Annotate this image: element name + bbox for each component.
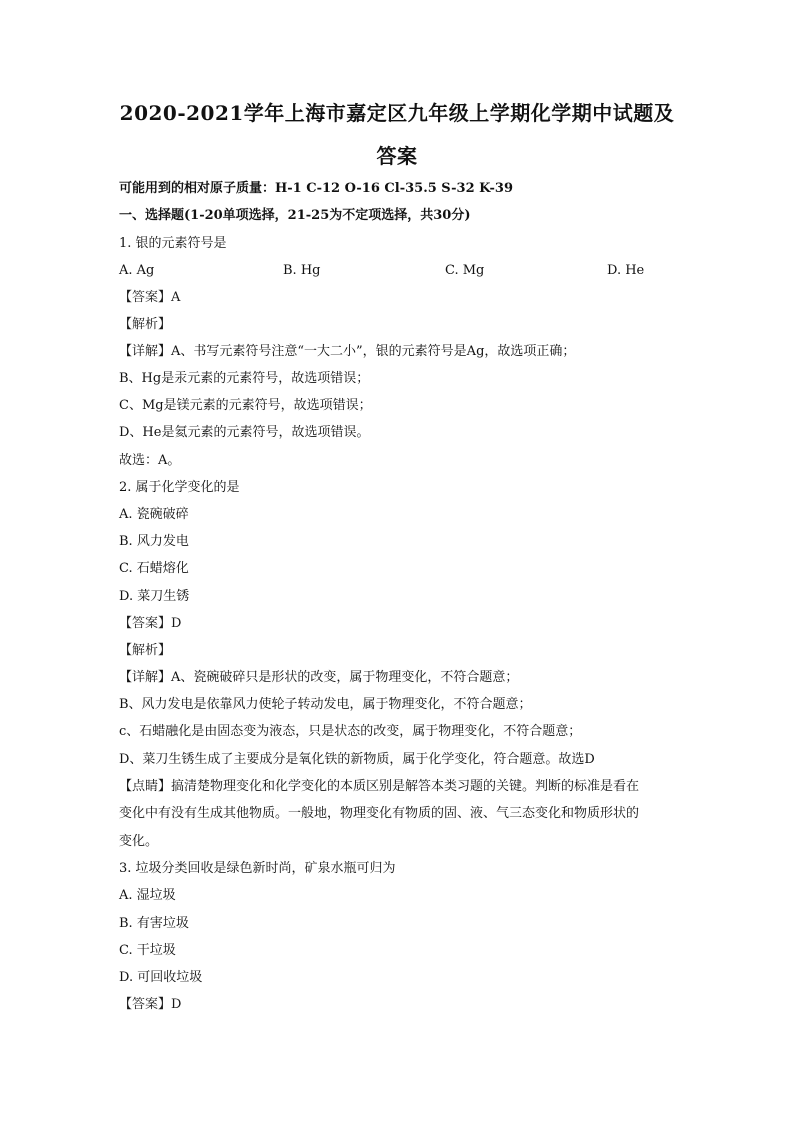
q2-tip-line: 变化中有没有生成其他物质。一般地，物理变化有物质的固、液、气三态变化和物质形状的 [119, 806, 640, 821]
q1-answer: 【答案】A [119, 290, 181, 305]
q1-option-d: D. He [607, 263, 645, 278]
q3-option-d: D. 可回收垃圾 [119, 970, 203, 985]
q2-detail-line: c、石蜡融化是由固态变为液态，只是状态的改变，属于物理变化，不符合题意； [119, 724, 582, 739]
q2-stem: 2. 属于化学变化的是 [119, 480, 240, 495]
document-title-line1: 2020-2021学年上海市嘉定区九年级上学期化学期中试题及 [119, 101, 675, 125]
q2-answer: 【答案】D [119, 616, 182, 631]
q2-option-b: B. 风力发电 [119, 534, 189, 549]
atomic-masses: 可能用到的相对原子质量：H-1 C-12 O-16 Cl-35.5 S-32 K-39 [119, 181, 514, 196]
q1-option-c: C. Mg [445, 263, 485, 278]
q2-detail-line: B、风力发电是依靠风力使轮子转动发电，属于物理变化，不符合题意； [119, 697, 532, 712]
q2-tip-line: 变化。 [119, 834, 159, 849]
q2-detail: 【详解】A、瓷碗破碎只是形状的改变，属于物理变化，不符合题意； [119, 670, 519, 685]
q3-stem: 3. 垃圾分类回收是绿色新时尚，矿泉水瓶可归为 [119, 861, 396, 876]
q1-analysis: 【解析】 [119, 317, 172, 332]
q3-option-c: C. 干垃圾 [119, 943, 176, 958]
q3-answer: 【答案】D [119, 997, 182, 1012]
q1-detail-line: C、Mg是镁元素的元素符号，故选项错误； [119, 398, 372, 413]
document-title-line2: 答案 [376, 144, 418, 168]
q1-detail-line: B、Hg是汞元素的元素符号，故选项错误； [119, 371, 370, 386]
q2-detail-line: D、菜刀生锈生成了主要成分是氧化铁的新物质，属于化学变化，符合题意。故选D [119, 752, 595, 767]
q3-option-b: B. 有害垃圾 [119, 916, 189, 931]
q3-option-a: A. 湿垃圾 [119, 888, 176, 903]
q1-detail-line: D、He是氦元素的元素符号，故选项错误。 [119, 425, 370, 440]
q2-option-c: C. 石蜡熔化 [119, 561, 189, 576]
q1-detail: 【详解】A、书写元素符号注意“一大二小”，银的元素符号是Ag，故选项正确； [119, 344, 576, 359]
q2-analysis: 【解析】 [119, 643, 172, 658]
section-header: 一、选择题(1-20单项选择，21-25为不定项选择，共30分) [119, 208, 471, 223]
q1-option-b: B. Hg [283, 263, 321, 278]
q2-option-d: D. 菜刀生锈 [119, 589, 190, 604]
q1-conclusion: 故选：A。 [119, 453, 181, 468]
q1-stem: 1. 银的元素符号是 [119, 236, 227, 251]
q2-option-a: A. 瓷碗破碎 [119, 507, 189, 522]
q1-option-a: A. Ag [119, 263, 155, 278]
q2-tip-line: 【点睛】搞清楚物理变化和化学变化的本质区别是解答本类习题的关键。判断的标准是看在 [119, 779, 640, 794]
